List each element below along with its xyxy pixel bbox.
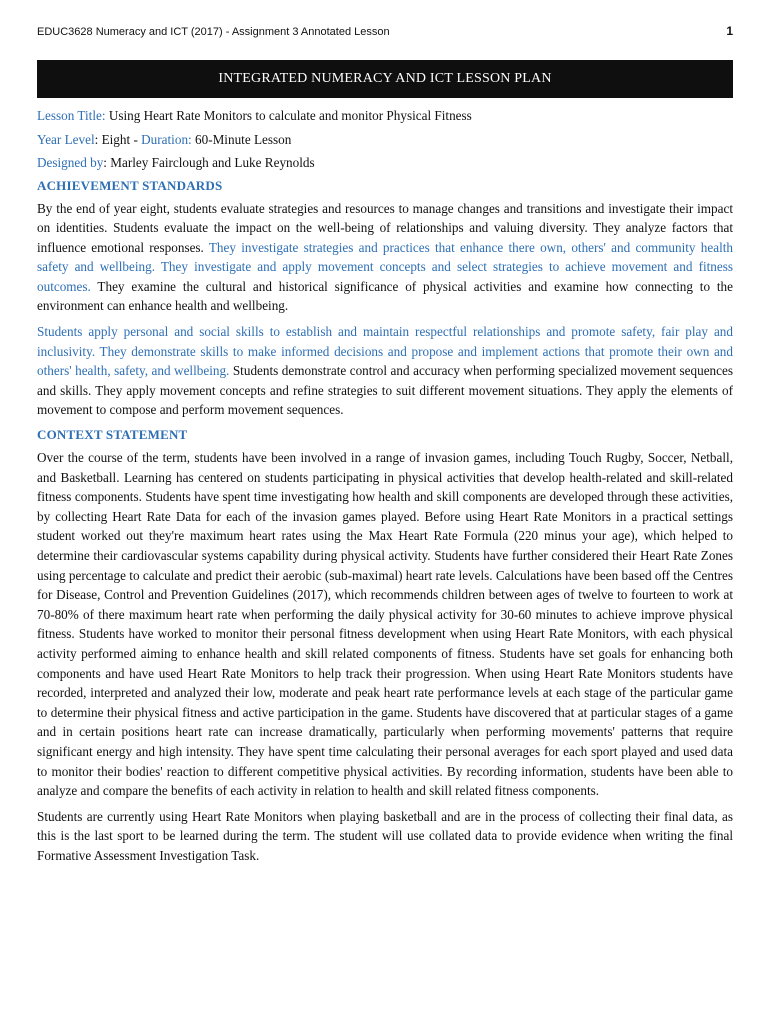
lesson-plan-title: INTEGRATED NUMERACY AND ICT LESSON PLAN [218,71,552,86]
running-title: EDUC3628 Numeracy and ICT (2017) - Assignment 3 Annotated Lesson [37,26,390,38]
designed-by-line [37,151,733,175]
context-statement-heading: CONTEXT STATEMENT [37,427,188,443]
duration-label: Duration: [141,131,192,147]
achievement-standards-heading: ACHIEVEMENT STANDARDS [37,177,223,193]
achievement-p1-highlight: They investigate strategies and practices that enhance there own, others' and community health safety and wellbeing. They investigate and apply movement concepts and select strategies to achieve movement and fitness outcomes. [37,239,733,294]
lesson-title-line [37,104,733,128]
achievement-p1-text-c: They examine the cultural and historical significance of physical activities and examine how connecting to the environment can enhance health and wellbeing. [37,278,733,314]
lesson-title-label: Lesson Title: [37,108,106,123]
achievement-p2-highlight: Students apply personal and social skills to establish and maintain respectful relationships and promote safety, fair play and inclusivity. They demonstrate skills to make informed decisions and propose and implement actions that promote their own and others' health, safety, and wellbeing. [37,324,733,379]
document-page [37,24,733,866]
lesson-title-value: Using Heart Rate Monitors to calculate and monitor Physical Fitness [105,108,472,123]
lesson-plan-title-bar [37,60,733,98]
designed-by-value: : Marley Fairclough and Luke Reynolds [103,155,315,170]
achievement-paragraph-2 [37,322,733,420]
achievement-paragraph-1 [37,199,733,317]
running-header [37,24,733,42]
context-paragraph-2: Students are currently using Heart Rate Monitors when playing basketball and are in the process of collecting their final data, as this is the last sport to be learned during the term. The student will use collated data to provide evidence when writing the final Formative Assessment Investigation Task. [37,808,733,863]
context-paragraph-1: Over the course of the term, students have been involved in a range of invasion games, including Touch Rugby, Soccer, Netball, and Basketball. Learning has centered on students participating in physical activities that develop health-related and skill-related fitness components. Students have spent time investigating how health and skill components are developed through these activities, by collecting Heart Rate Data for each of the invasion games played. Before using Heart Rate Monitors in a practical settings student worked out they're maximum heart rates using the Max Heart Rate Formula (220 minus your age), which helped to determine their cardiovascular systems capability during physical activity. Students have further considered their Heart Rate Zones using percentage to calculate and predict their aerobic (sub-maximal) heart rate levels. Calculations have been based off the Centres for Disease, Control and Prevention Guidelines (2017), which recommends children between ages of twelve to fourteen to work at 70-80% of there maximum heart rate when performing the daily physical activity for 30-60 minutes to achieve improve physical fitness. Students have worked to monitor their personal fitness development when using Heart Rate Monitors, with each physical activity performed aiming to enhance health and skill related components of fitness. Students have set goals for enhancing both components and have used Heart Rate Monitors to help track their progression. When using Heart Rate Monitors students have recorded, interpreted and analyzed their low, moderate and peak heart rate performance levels at each stage of the particular game to determine their physical fitness and active participation in the game. Students have discovered that at particular stages of a game and in certain positions heart rate can increase dramatically, particularly when performing movements' patterns that require significant energy and high intensity. They have spent time calculating their personal averages for each sport played and used data to monitor their bodies' reaction to different competitive physical activities. By recording information, students have been able to analyze and compare the benefits of each activity in relation to health and skill related fitness components. [37,450,733,799]
designed-by-label: Designed by [37,155,104,170]
year-level-label: Year Level [37,131,95,147]
page-number: 1 [726,24,733,38]
achievement-p1-text-a: By the end of year eight, students evaluate strategies and resources to manage changes and transitions and investigate their impact on identities. Students evaluate the impact on the well-being of relationships and valuing diversity. They analyze factors that influence emotional responses. [37,200,733,255]
lesson-meta [37,104,733,175]
achievement-p2-text-b: Students demonstrate control and accuracy when performing specialized movement sequences and skills. They apply movement concepts and refine strategies to suit different movement situations. They apply the elements of movement to compose and perform movement sequences. [37,363,733,418]
year-level-line [37,128,733,152]
duration-value: 60-Minute Lesson [191,131,292,147]
year-level-value: : Eight - [94,131,142,147]
